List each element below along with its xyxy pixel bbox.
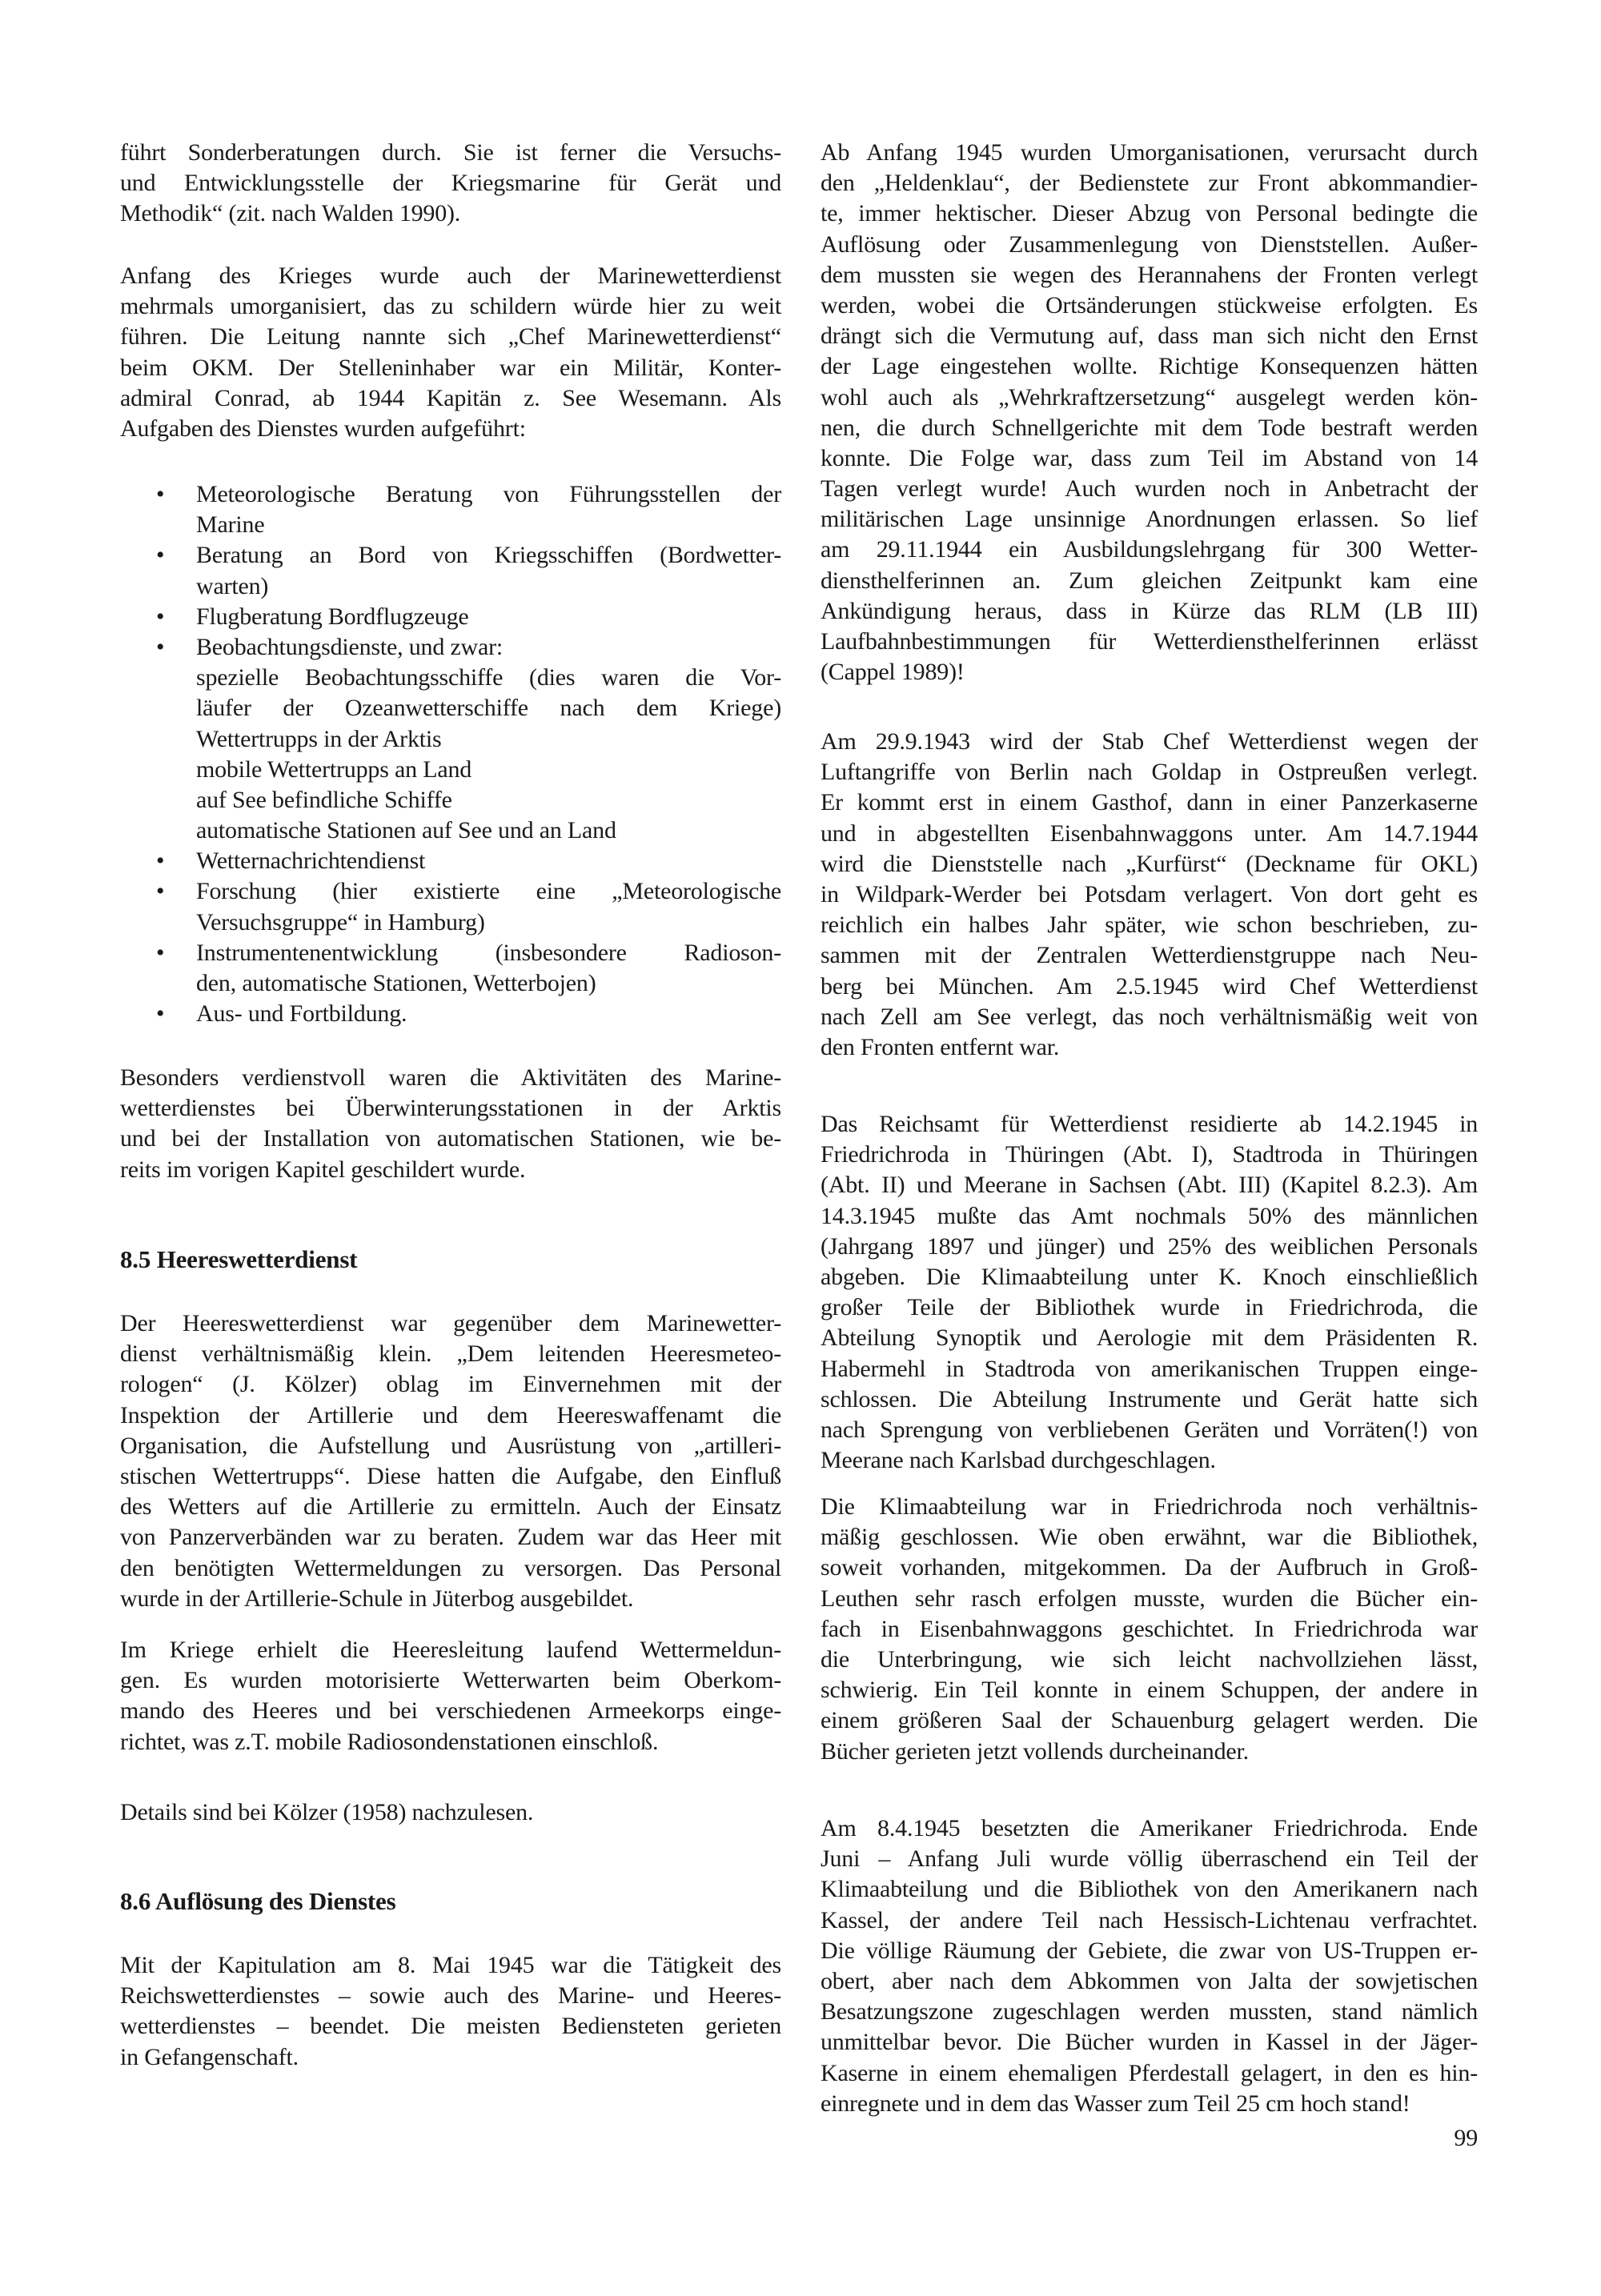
paragraph: [120, 1308, 781, 1614]
text-line: Versuchsgruppe“ in Hamburg): [196, 908, 485, 936]
list-item: [120, 632, 781, 846]
text-line: mäßig geschlossen. Wie oben erwähnt, war die Bibliothek,: [821, 1524, 1478, 1551]
paragraph: [821, 1109, 1478, 1476]
text-line: die Unterbringung, wie sich leicht nachvollziehen lässt,: [821, 1645, 1478, 1673]
text-line: Kaserne in einem ehemaligen Pferdestall gelagert, in den es hin-: [821, 2059, 1478, 2086]
bullet-icon: •: [156, 542, 165, 569]
text-line: Die Klimaabteilung war in Friedrichroda noch verhältnis-: [821, 1493, 1478, 1520]
text-line: in Gefangenschaft.: [120, 2043, 299, 2070]
text-line: mobile Wettertrupps an Land: [196, 755, 472, 783]
text-line: te, immer hektischer. Dieser Abzug von Personal bedingte die: [821, 200, 1478, 227]
text-line: Beobachtungsdienste, und zwar:: [196, 633, 504, 660]
text-line: reits im vorigen Kapitel geschildert wurde.: [120, 1156, 526, 1183]
text-line: wohl auch als „Wehrkraftzersetzung“ ausgelegt werden kön-: [821, 383, 1478, 411]
text-line: Aus- und Fortbildung.: [196, 1000, 407, 1028]
text-line: Marine: [196, 511, 265, 539]
text-line: schwierig. Ein Teil konnte in einem Schuppen, der andere in: [821, 1677, 1478, 1704]
text-line: Habermehl in Stadtroda von amerikanischen Truppen einge-: [821, 1355, 1478, 1382]
paragraph: [821, 1813, 1478, 2119]
text-line: Forschung (hier existierte eine „Meteorologische: [196, 878, 781, 905]
text-line: automatische Stationen auf See und an Land: [196, 817, 616, 844]
text-line: Flugberatung Bordflugzeuge: [196, 603, 469, 630]
text-line: Besatzungszone zugeschlagen werden mussten, stand nämlich: [821, 1998, 1478, 2026]
text-line: Abteilung Synoptik und Aerologie mit dem Präsidenten R.: [821, 1324, 1478, 1352]
text-line: diensthelferinnen an. Zum gleichen Zeitpunkt kam eine: [821, 567, 1478, 594]
text-line: werden, wobei die Ortsänderungen stückweise erfolgten. Es: [821, 291, 1478, 319]
text-line: Am 8.4.1945 besetzten die Amerikaner Friedrichroda. Ende: [821, 1815, 1478, 1841]
text-line: konnte. Die Folge war, dass zum Teil im Abstand von 14: [821, 444, 1478, 471]
text-line: Ab Anfang 1945 wurden Umorganisationen, verursacht durch: [821, 139, 1478, 166]
text-line: Der Heereswetterdienst war gegenüber dem Marinewetter-: [120, 1310, 781, 1336]
text-line: spezielle Beobachtungsschiffe (dies waren die Vor-: [196, 664, 781, 691]
paragraph: [120, 1950, 781, 2073]
text-line: den benötigten Wettermeldungen zu versorgen. Das Personal: [120, 1554, 781, 1581]
text-line: Wetternachrichtendienst: [196, 847, 426, 875]
text-line: wurde in der Artillerie-Schule in Jüterbog ausgebildet.: [120, 1585, 634, 1612]
list-item: [120, 846, 781, 876]
text-line: Inspektion der Artillerie und dem Heereswaffenamt die: [120, 1401, 781, 1428]
list-item: [120, 602, 781, 632]
text-line: auf See befindliche Schiffe: [196, 786, 452, 813]
section-heading: 8.6 Auflösung des Dienstes: [120, 1887, 396, 1915]
text-line: dem mussten sie wegen des Herannahens der Fronten verlegt: [821, 261, 1478, 288]
text-line: des Wetters auf die Artillerie zu ermitteln. Auch der Einsatz: [120, 1493, 781, 1521]
text-line: dienst verhältnismäßig klein. „Dem leitenden Heeresmeteo-: [120, 1340, 781, 1368]
text-line: und bei der Installation von automatischen Stationen, wie be-: [120, 1125, 781, 1152]
bullet-icon: •: [156, 603, 165, 630]
text-line: Reichswetterdienstes – sowie auch des Marine- und Heeres-: [120, 1982, 781, 2010]
bullet-icon: •: [156, 847, 165, 875]
text-line: berg bei München. Am 2.5.1945 wird Chef Wetterdienst: [821, 972, 1478, 1000]
text-line: beim OKM. Der Stelleninhaber war ein Militär, Konter-: [120, 354, 781, 381]
paragraph: [120, 1635, 781, 1757]
text-line: stischen Wettertrupps“. Diese hatten die Aufgabe, den Einfluß: [120, 1462, 781, 1489]
paragraph: [821, 138, 1478, 687]
text-line: Beratung an Bord von Kriegsschiffen (Bordwetter-: [196, 542, 781, 569]
text-line: drängt sich die Vermutung auf, dass man sich nicht den Ernst: [821, 323, 1478, 350]
text-line: (Cappel 1989)!: [821, 659, 965, 686]
text-line: Klimaabteilung und die Bibliothek von den Amerikanern nach: [821, 1876, 1478, 1903]
text-line: führt Sonderberatungen durch. Sie ist ferner die Versuchs-: [120, 139, 781, 166]
text-line: in Wildpark-Werder bei Potsdam verlagert. Von dort geht es: [821, 880, 1478, 908]
text-line: nach Zell am See verlegt, das noch verhältnismäßig weit von: [821, 1003, 1478, 1030]
list-item: [120, 479, 781, 540]
page-number: 99: [1454, 2125, 1478, 2151]
text-line: schlossen. Die Abteilung Instrumente und Gerät hatte sich: [821, 1385, 1478, 1412]
text-line: Juni – Anfang Juli wurde völlig überraschend ein Teil der: [821, 1845, 1478, 1873]
text-line: den, automatische Stationen, Wetterbojen): [196, 970, 596, 996]
text-line: Organisation, die Aufstellung und Ausrüstung von „artilleri-: [120, 1432, 781, 1459]
list-item: [120, 938, 781, 999]
paragraph: [120, 1797, 781, 1828]
text-line: wetterdienstes bei Überwinterungsstationen in der Arktis: [120, 1095, 781, 1122]
text-line: von Panzerverbänden war zu beraten. Zudem war das Heer mit: [120, 1524, 781, 1551]
paragraph: [120, 261, 781, 444]
text-line: (Abt. II) und Meerane in Sachsen (Abt. III) (Kapitel 8.2.3). Am: [821, 1172, 1478, 1199]
text-line: Ankündigung heraus, dass in Kürze das RLM (LB III): [821, 597, 1478, 624]
text-line: Meerane nach Karlsbad durchgeschlagen.: [821, 1447, 1216, 1474]
text-line: Methodik“ (zit. nach Walden 1990).: [120, 200, 461, 227]
text-line: Auflösung oder Zusammenlegung von Dienststellen. Außer-: [821, 230, 1478, 258]
text-line: Friedrichroda in Thüringen (Abt. I), Stadtroda in Thüringen: [821, 1141, 1478, 1168]
text-line: am 29.11.1944 ein Ausbildungslehrgang für 300 Wetter-: [821, 536, 1478, 563]
text-line: Im Kriege erhielt die Heeresleitung laufend Wettermeldun-: [120, 1637, 781, 1663]
text-line: Laufbahnbestimmungen für Wetterdiensthelferinnen erlässt: [821, 628, 1478, 655]
list-item: [120, 999, 781, 1029]
paragraph: [120, 138, 781, 230]
text-line: (Jahrgang 1897 und jünger) und 25% des weiblichen Personals: [821, 1232, 1478, 1260]
text-line: Anfang des Krieges wurde auch der Marinewetterdienst: [120, 262, 781, 289]
list-item: [120, 876, 781, 937]
text-line: Tagen verlegt wurde! Auch wurden noch in Anbetracht der: [821, 475, 1478, 503]
text-line: Luftangriffe von Berlin nach Goldap in Ostpreußen verlegt.: [821, 759, 1478, 786]
text-line: führen. Die Leitung nannte sich „Chef Marinewetterdienst“: [120, 323, 781, 351]
text-line: einregnete und in dem das Wasser zum Teil 25 cm hoch stand!: [821, 2090, 1410, 2117]
text-line: fach in Eisenbahnwaggons geschichtet. In Friedrichroda war: [821, 1615, 1478, 1642]
text-line: läufer der Ozeanwetterschiffe nach dem Kriege): [196, 695, 781, 722]
text-line: Mit der Kapitulation am 8. Mai 1945 war die Tätigkeit des: [120, 1952, 781, 1978]
section-heading: 8.5 Heereswetterdienst: [120, 1245, 358, 1273]
text-line: Das Reichsamt für Wetterdienst residierte ab 14.2.1945 in: [821, 1111, 1478, 1137]
text-line: reichlich ein halbes Jahr später, wie schon beschrieben, zu-: [821, 912, 1478, 939]
bullet-list: [120, 479, 781, 1029]
text-line: sammen mit der Zentralen Wetterdienstgruppe nach Neu-: [821, 942, 1478, 969]
bullet-icon: •: [156, 633, 165, 660]
text-line: der Lage eingestehen wollte. Richtige Konsequenzen hätten: [821, 353, 1478, 380]
text-line: Besonders verdienstvoll waren die Aktivitäten des Marine-: [120, 1064, 781, 1091]
bullet-icon: •: [156, 939, 165, 966]
text-line: den „Heldenklau“, der Bedienstete zur Front abkommandier-: [821, 170, 1478, 197]
text-line: soweit vorhanden, mitgekommen. Da der Aufbruch in Groß-: [821, 1554, 1478, 1581]
text-line: Details sind bei Kölzer (1958) nachzulesen.: [120, 1799, 534, 1825]
text-line: Leuthen sehr rasch erfolgen musste, wurden die Bücher ein-: [821, 1585, 1478, 1612]
text-line: rologen“ (J. Kölzer) oblag im Einvernehmen mit der: [120, 1371, 781, 1398]
text-line: Er kommt erst in einem Gasthof, dann in einer Panzerkaserne: [821, 789, 1478, 816]
text-line: Kassel, der andere Teil nach Hessisch-Lichtenau verfrachtet.: [821, 1906, 1478, 1933]
bullet-icon: •: [156, 1000, 165, 1028]
text-line: unmittelbar bevor. Die Bücher wurden in Kassel in der Jäger-: [821, 2029, 1478, 2056]
text-line: wetterdienstes – beendet. Die meisten Bediensteten gerieten: [120, 2013, 781, 2040]
text-line: obert, aber nach dem Abkommen von Jalta der sowjetischen: [821, 1967, 1478, 1994]
text-line: abgeben. Die Klimaabteilung unter K. Knoch einschließlich: [821, 1263, 1478, 1290]
text-line: und in abgestellten Eisenbahnwaggons unter. Am 14.7.1944: [821, 819, 1478, 847]
bullet-icon: •: [156, 481, 165, 507]
paragraph: [821, 727, 1478, 1063]
text-line: den Fronten entfernt war.: [821, 1033, 1060, 1060]
text-line: nen, die durch Schnellgerichte mit dem Tode bestraft werden: [821, 414, 1478, 441]
text-line: Instrumentenentwicklung (insbesondere Radioson-: [196, 939, 781, 966]
text-line: admiral Conrad, ab 1944 Kapitän z. See Wesemann. Als: [120, 384, 781, 411]
text-line: wird die Dienststelle nach „Kurfürst“ (Deckname für OKL): [821, 850, 1478, 877]
text-line: Wettertrupps in der Arktis: [196, 725, 442, 752]
list-item: [120, 540, 781, 601]
text-line: Die völlige Räumung der Gebiete, die zwar von US-Truppen er-: [821, 1937, 1478, 1964]
text-line: militärischen Lage unsinnige Anordnungen erlassen. So lief: [821, 506, 1478, 533]
paragraph: [821, 1492, 1478, 1767]
text-line: richtet, was z.T. mobile Radiosondenstationen einschloß.: [120, 1728, 659, 1755]
text-line: Am 29.9.1943 wird der Stab Chef Wetterdienst wegen der: [821, 728, 1478, 755]
text-line: gen. Es wurden motorisierte Wetterwarten beim Oberkom-: [120, 1667, 781, 1694]
bullet-icon: •: [156, 878, 165, 905]
text-line: und Entwicklungsstelle der Kriegsmarine für Gerät und: [120, 170, 781, 197]
text-line: 14.3.1945 mußte das Amt nochmals 50% des männlichen: [821, 1202, 1478, 1229]
text-line: einem größeren Saal der Schauenburg gelagert werden. Die: [821, 1707, 1478, 1734]
text-line: nach Sprengung von verbliebenen Geräten und Vorräten(!) von: [821, 1416, 1478, 1443]
text-line: warten): [196, 572, 269, 599]
text-line: Bücher gerieten jetzt vollends durcheinander.: [821, 1737, 1249, 1765]
text-line: großer Teile der Bibliothek wurde in Friedrichroda, die: [821, 1294, 1478, 1321]
paragraph: [120, 1063, 781, 1185]
text-line: mando des Heeres und bei verschiedenen Armeekorps einge-: [120, 1697, 781, 1725]
text-line: Meteorologische Beratung von Führungsstellen der: [196, 481, 781, 507]
text-line: mehrmals umorganisiert, das zu schildern würde hier zu weit: [120, 293, 781, 320]
text-line: Aufgaben des Dienstes wurden aufgeführt:: [120, 415, 526, 442]
